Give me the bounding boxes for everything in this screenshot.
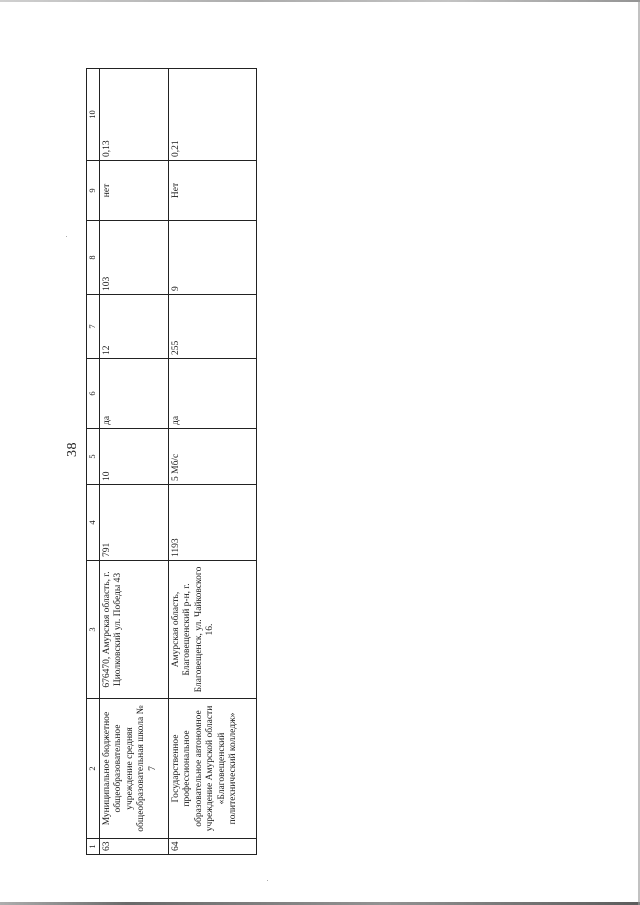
value-cell-6: да [169, 359, 257, 429]
value-cell-5: 5 Мб/с [169, 429, 257, 485]
value-cell-10: 0,13 [100, 69, 169, 161]
rotated-table-container [86, 69, 256, 855]
data-table [86, 68, 257, 855]
value-cell-8: 103 [100, 221, 169, 295]
value-cell-7: 12 [100, 295, 169, 359]
page-number: 38 [65, 442, 80, 457]
column-number: 10 [87, 69, 100, 161]
scan-edge-top [0, 0, 640, 2]
column-number: 6 [87, 359, 100, 429]
column-number: 2 [87, 699, 100, 839]
value-cell-4: 1193 [169, 485, 257, 561]
value-cell-5: 10 [100, 429, 169, 485]
column-number: 4 [87, 485, 100, 561]
value-cell-8: 9 [169, 221, 257, 295]
row-number-cell: 64 [169, 839, 257, 855]
institution-name-cell: Государственное профессиональное образовательное автономное учреждение Амурской области «Благовещенский политехнический колледж» [169, 699, 257, 839]
value-cell-6: да [100, 359, 169, 429]
row-number-cell: 63 [100, 839, 169, 855]
column-number-row [87, 69, 100, 855]
value-cell-4: 791 [100, 485, 169, 561]
scan-speck [267, 880, 268, 881]
column-number: 9 [87, 161, 100, 221]
address-cell: Амурская область, Благовещенский р-н, г. Благовещенск, ул. Чайковского 16. [169, 561, 257, 699]
column-number: 3 [87, 561, 100, 699]
column-number: 8 [87, 221, 100, 295]
institution-name-cell: Муниципальное бюджетное общеобразовательное учреждение средняя общеобразовательная школа № 7 [100, 699, 169, 839]
value-cell-9: Нет [169, 161, 257, 221]
value-cell-7: 255 [169, 295, 257, 359]
address-cell: 676470, Амурская область, г. Циолковский ул. Победы 43 [100, 561, 169, 699]
value-cell-10: 0,21 [169, 69, 257, 161]
table-row [169, 69, 257, 855]
column-number: 5 [87, 429, 100, 485]
column-number: 1 [87, 839, 100, 855]
table-row [100, 69, 169, 855]
column-number: 7 [87, 295, 100, 359]
value-cell-9: нет [100, 161, 169, 221]
scan-speck [66, 236, 67, 237]
